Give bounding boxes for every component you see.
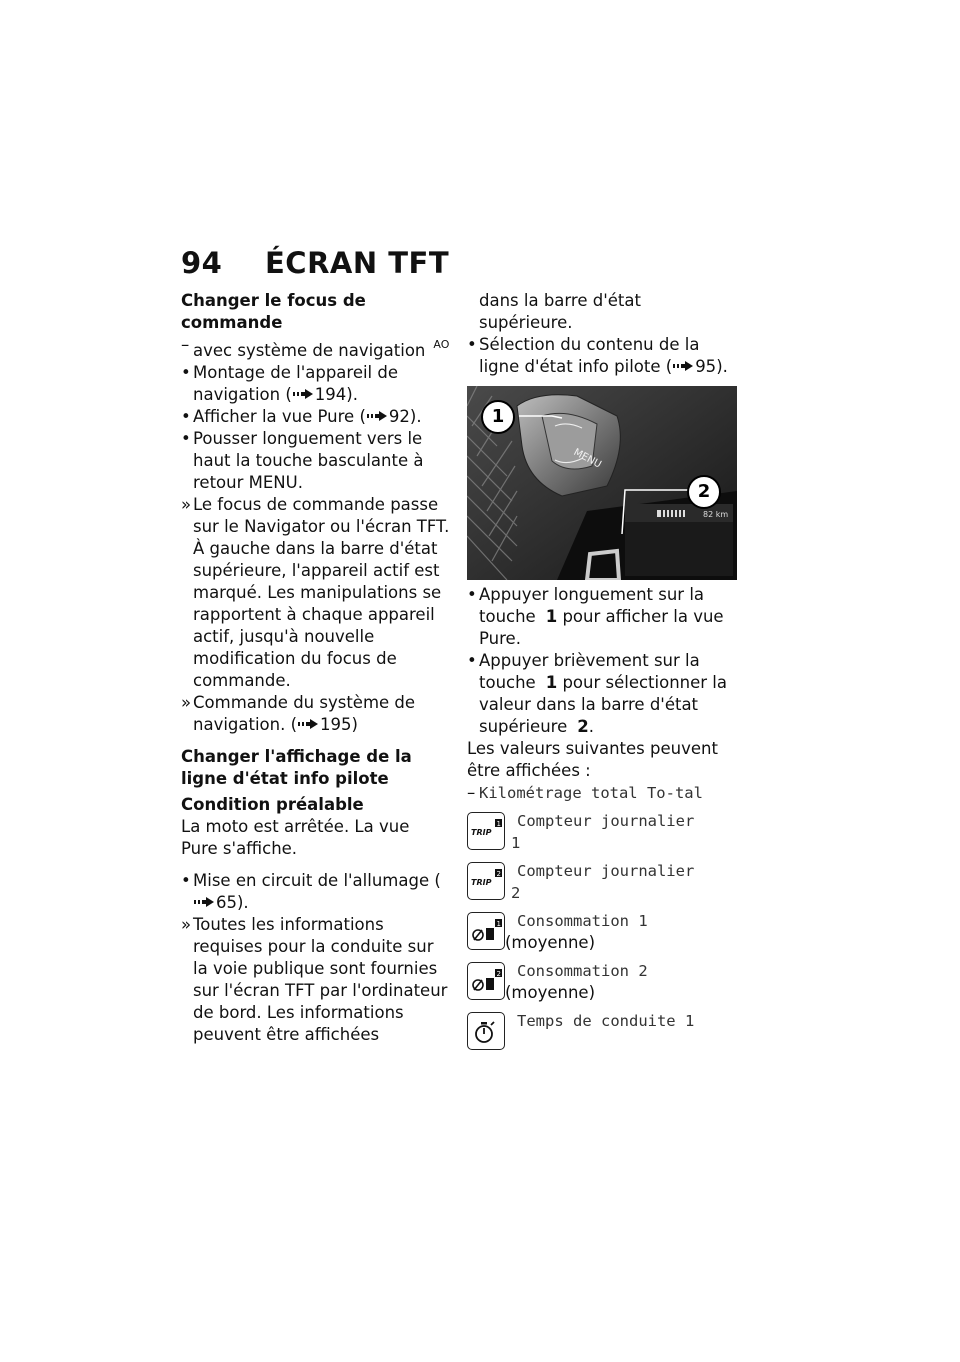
figure-label-2: 2: [687, 475, 721, 509]
svg-text:2: 2: [496, 970, 501, 978]
svg-text:TRIP: TRIP: [471, 828, 492, 837]
value-label-trip2-num: 2: [511, 884, 521, 902]
value-label-consumption2: Consommation 2: [517, 962, 648, 980]
bullet-marker: •: [467, 585, 477, 604]
bullet-marker: •: [467, 651, 477, 670]
page-header: [181, 246, 449, 280]
page-ref-link[interactable]: 194: [314, 385, 347, 404]
bullet-marker: •: [181, 407, 191, 426]
option-ao-superscript: AO: [433, 338, 450, 351]
page-ref-link[interactable]: 92: [388, 407, 410, 426]
bullet-item-pousser: • Pousser longuement vers le haut la touche basculante à retour MENU.: [181, 429, 424, 492]
dash-item-navigation: – avec système de navigation $^{AO}$: [181, 335, 450, 360]
continued-text: dans la barre d'état supérieure.: [479, 291, 641, 332]
page-number: 94: [181, 246, 223, 280]
trip-1-icon: [467, 812, 505, 850]
svg-text:1: 1: [496, 820, 501, 828]
page-ref-arrow-icon: [367, 411, 387, 421]
status-bar-ref-2: 2: [577, 717, 589, 736]
dash-marker: –: [467, 783, 476, 802]
left-column: [181, 290, 451, 1046]
button-ref-1: 1: [545, 607, 558, 626]
fuel-consumption-1-icon: [467, 912, 505, 950]
result-item-commande: » Commande du système de navigation. ( 195): [181, 693, 416, 734]
value-row-trip1: [467, 812, 737, 854]
bullet-item-appuyer-long: • Appuyer longuement sur la touche 1 pour afficher la vue Pure.: [467, 585, 724, 648]
value-row-consumption1: [467, 912, 737, 954]
value-row-riding-time: [467, 1012, 737, 1050]
bullet-item-appuyer-bref: • Appuyer brièvement sur la touche 1 pour sélectionner la valeur dans la barre d'état supérieure 2.: [467, 651, 727, 736]
page-ref-link[interactable]: 195: [320, 715, 352, 734]
bullet-item-allumage: • Mise en circuit de l'allumage (65).: [181, 871, 441, 912]
paragraph-condition: La moto est arrêtée. La vue Pure s'affiche.: [181, 817, 410, 858]
right-column: [467, 290, 737, 1050]
value-sub-consumption2: (moyenne): [505, 983, 596, 1002]
bullet-item-selection: • Sélection du contenu de la ligne d'état info pilote ( 95).: [467, 335, 728, 376]
page-ref-arrow-icon: [673, 361, 693, 371]
value-label-trip1: Compteur journalier: [517, 812, 695, 830]
dash-item-total: – Kilométrage total To-tal: [467, 783, 703, 802]
page-ref-arrow-icon: [194, 897, 214, 907]
page-ref-arrow-icon: [293, 389, 313, 399]
fuel-consumption-2-icon: [467, 962, 505, 1000]
handlebar-photo-figure: [467, 386, 737, 580]
svg-text:2: 2: [496, 870, 501, 878]
subheading-condition: Condition préalable: [181, 795, 364, 814]
svg-text:1: 1: [496, 920, 501, 928]
svg-text:TRIP: TRIP: [471, 878, 492, 887]
bullet-item-montage: • Montage de l'appareil de navigation ( 194).: [181, 363, 399, 404]
value-row-consumption2: [467, 962, 737, 1004]
page-ref-arrow-icon: [298, 719, 318, 729]
trip-2-icon: [467, 862, 505, 900]
value-label-consumption1: Consommation 1: [517, 912, 648, 930]
result-marker: »: [181, 693, 192, 712]
result-item-informations: » Toutes les informations requises pour la conduite sur la voie publique sont fournies sur l'écran TFT par l'ordinateur de bord. Les informations peuvent être affichées: [181, 915, 448, 1044]
section-heading-focus: Changer le focus de commande: [181, 291, 366, 332]
bullet-marker: •: [181, 363, 191, 382]
value-sub-consumption1: (moyenne): [505, 933, 596, 952]
value-label-trip2: Compteur journalier: [517, 862, 695, 880]
button-ref-1: 1: [545, 673, 558, 692]
paragraph-values: Les valeurs suivantes peuvent être affichées :: [467, 739, 718, 780]
bullet-marker: •: [467, 335, 477, 354]
page-ref-link[interactable]: 65: [216, 893, 237, 912]
result-marker: »: [181, 495, 192, 514]
value-label-trip1-num: 1: [511, 834, 521, 852]
bullet-marker: •: [181, 429, 191, 448]
figure-label-1: 1: [481, 400, 515, 434]
value-row-trip2: [467, 862, 737, 904]
result-item-focus: » Le focus de commande passe sur le Navigator ou l'écran TFT. À gauche dans la barre d'état supérieure, l'appareil actif est marqué. Les manipulations se rapportent à chaque appareil actif, jusqu'à nouvelle modification du focus de commande.: [181, 495, 450, 690]
dash-marker: –: [181, 335, 190, 354]
bullet-marker: •: [181, 871, 191, 890]
bullet-item-afficher: • Afficher la vue Pure ( 92).: [181, 407, 422, 426]
value-label-riding-time: Temps de conduite 1: [517, 1012, 695, 1030]
result-marker: »: [181, 915, 192, 934]
km-readout-text: 82 km: [703, 510, 729, 519]
stopwatch-icon: [467, 1012, 505, 1050]
menu-button-text: MENU: [571, 446, 604, 471]
page-ref-link[interactable]: 95: [695, 357, 717, 376]
section-heading-status-line: Changer l'affichage de la ligne d'état info pilote: [181, 747, 412, 788]
page-title: ÉCRAN TFT: [265, 246, 450, 280]
